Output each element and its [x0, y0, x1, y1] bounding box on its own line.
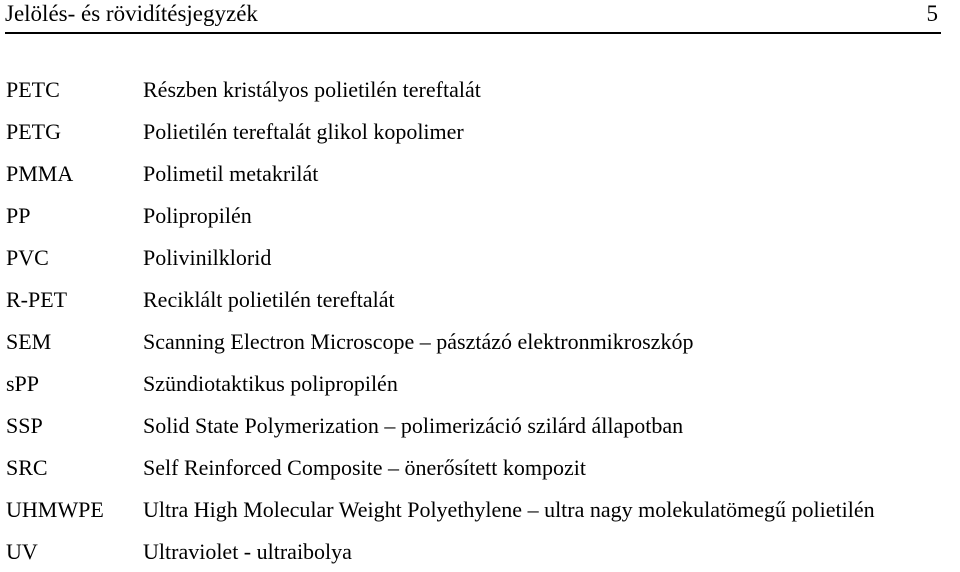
- page-title: Jelölés- és rövidítésjegyzék: [5, 1, 258, 26]
- list-item: [0, 110, 960, 152]
- list-item: [0, 404, 960, 446]
- abbreviation: PETG: [6, 119, 61, 144]
- abbreviation: UV: [6, 539, 38, 564]
- abbreviation: PETC: [6, 77, 60, 102]
- list-item: [0, 320, 960, 362]
- abbreviation-description: Szündiotaktikus polipropilén: [143, 371, 398, 396]
- list-item: [0, 446, 960, 488]
- abbreviation: SRC: [6, 455, 48, 480]
- list-item: [0, 194, 960, 236]
- abbreviation-description: Reciklált polietilén tereftalát: [143, 287, 395, 312]
- abbreviation: PVC: [6, 245, 49, 270]
- list-item: [0, 152, 960, 194]
- abbreviation-description: Self Reinforced Composite – önerősített kompozit: [143, 455, 586, 480]
- list-item: [0, 68, 960, 110]
- abbreviation-description: Polimetil metakrilát: [143, 161, 319, 186]
- abbreviation-description: Polivinilklorid: [143, 245, 272, 270]
- list-item: [0, 488, 960, 530]
- abbreviation-description: Scanning Electron Microscope – pásztázó elektronmikroszkóp: [143, 329, 694, 354]
- abbreviation: SSP: [6, 413, 43, 438]
- list-item: [0, 236, 960, 278]
- abbreviation-description: Polietilén tereftalát glikol kopolimer: [143, 119, 464, 144]
- abbreviation: PMMA: [6, 161, 74, 186]
- page-number: 5: [926, 1, 938, 26]
- abbreviation: SEM: [6, 329, 52, 354]
- list-item: [0, 362, 960, 404]
- abbreviation-description: Solid State Polymerization – polimerizáció szilárd állapotban: [143, 413, 684, 438]
- abbreviation: R-PET: [6, 287, 68, 312]
- abbreviation-description: Polipropilén: [143, 203, 252, 228]
- list-item: [0, 278, 960, 320]
- abbreviation-description: Ultraviolet - ultraibolya: [143, 539, 352, 564]
- list-item: [0, 530, 960, 572]
- abbreviation: sPP: [6, 371, 40, 396]
- abbreviation: UHMWPE: [6, 497, 104, 522]
- abbreviation-description: Részben kristályos polietilén tereftalát: [143, 77, 481, 102]
- abbreviation-description: Ultra High Molecular Weight Polyethylene – ultra nagy molekulatömegű polietilén: [143, 497, 875, 522]
- page-header: [5, 0, 941, 34]
- abbreviation: PP: [6, 203, 31, 228]
- abbreviation-list: [0, 68, 960, 572]
